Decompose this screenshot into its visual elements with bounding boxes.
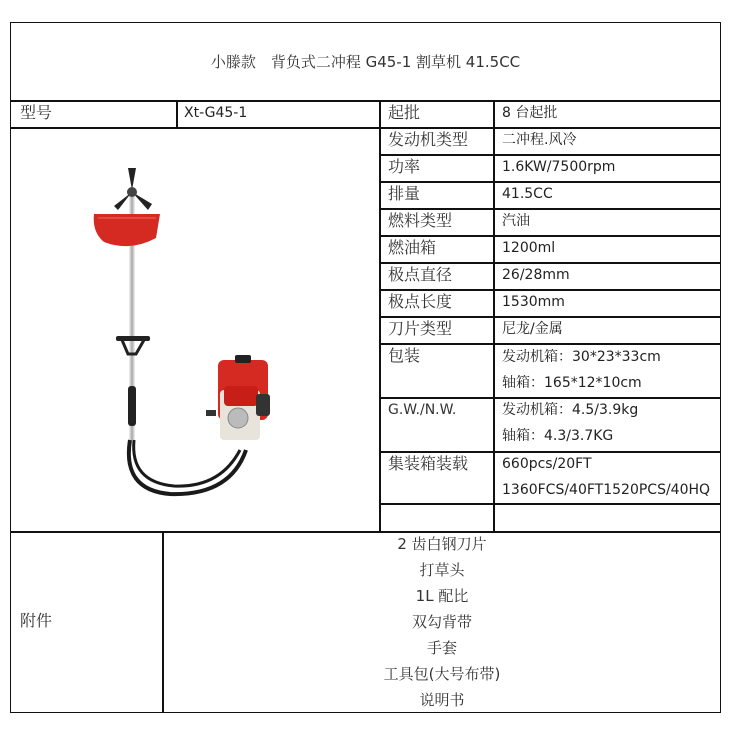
spec-label: 燃油箱	[388, 238, 437, 257]
spec-value: 发动机箱：4.5/3.9kg	[502, 402, 639, 418]
divider	[10, 127, 721, 129]
accessory-item: 手套	[426, 639, 457, 657]
spec-label: 燃料类型	[388, 211, 453, 230]
spec-value: 1530mm	[502, 294, 565, 310]
spec-value: 汽油	[502, 213, 530, 229]
divider	[176, 100, 178, 127]
moq-label: 起批	[388, 103, 421, 122]
spec-label: 包装	[388, 346, 421, 365]
divider	[379, 100, 381, 531]
spec-value: 1360FCS/40FT1520PCS/40HQ	[502, 482, 711, 498]
page-title: 小滕款 背负式二冲程 G45-1 割草机 41.5CC	[210, 52, 521, 71]
spec-label: 极点长度	[388, 292, 453, 311]
spec-value: 轴箱：165*12*10cm	[502, 375, 642, 391]
spec-label: 集装箱装载	[388, 454, 469, 473]
spec-label: G.W./N.W.	[388, 402, 457, 418]
accessory-item: 说明书	[419, 691, 465, 709]
spec-value: 1200ml	[502, 240, 556, 256]
model-value: Xt-G45-1	[184, 105, 248, 121]
spec-value: 26/28mm	[502, 267, 570, 283]
accessory-item: 工具包(大号布带)	[383, 665, 501, 683]
accessory-item: 2 齿白钢刀片	[397, 535, 487, 553]
spec-value: 41.5CC	[502, 186, 553, 202]
spec-value: 1.6KW/7500rpm	[502, 159, 616, 175]
spec-value: 轴箱：4.3/3.7KG	[502, 428, 614, 444]
product-image	[70, 150, 290, 510]
divider	[379, 503, 721, 505]
spec-label: 刀片类型	[388, 319, 453, 338]
divider	[493, 100, 495, 531]
accessories-list	[163, 531, 721, 713]
spec-value: 尼龙/金属	[502, 321, 563, 337]
spec-label: 排量	[388, 184, 421, 203]
spec-value: 二冲程.风冷	[502, 132, 577, 148]
accessory-item: 双勾背带	[411, 613, 472, 631]
spec-label: 发动机类型	[388, 130, 469, 149]
divider	[10, 100, 721, 102]
spec-value: 发动机箱：30*23*33cm	[502, 349, 661, 365]
spec-label: 功率	[388, 157, 421, 176]
spec-label: 极点直径	[388, 265, 453, 284]
spec-value: 660pcs/20FT	[502, 456, 592, 472]
moq-value: 8 台起批	[502, 105, 558, 121]
accessory-item: 打草头	[419, 561, 465, 579]
accessory-item: 1L 配比	[415, 587, 469, 605]
accessories-label: 附件	[20, 611, 53, 630]
model-label: 型号	[20, 103, 53, 122]
